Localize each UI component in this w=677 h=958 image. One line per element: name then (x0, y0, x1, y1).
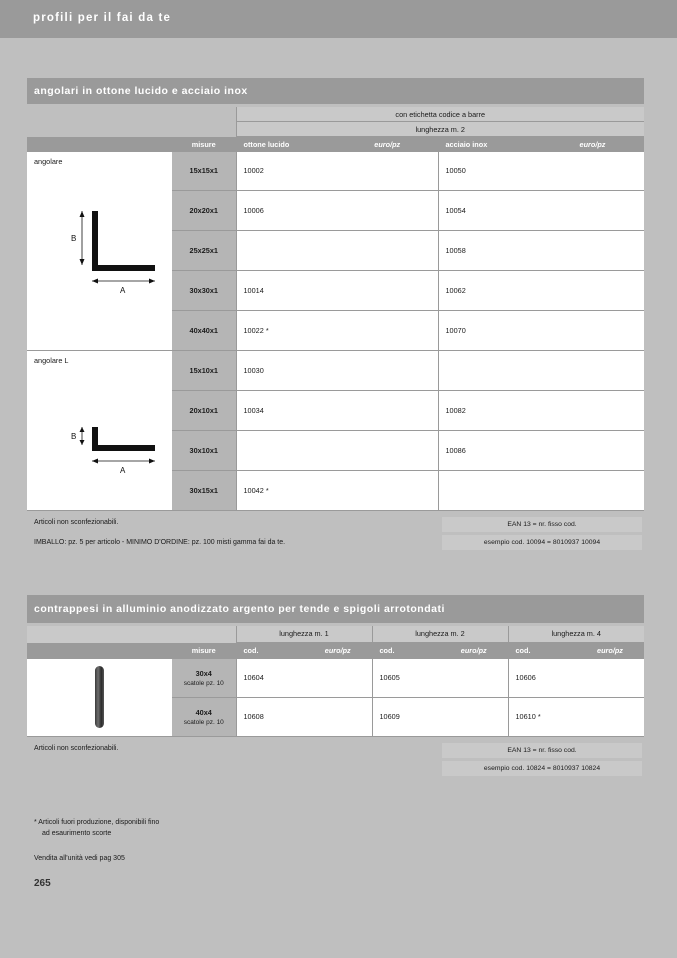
col-euro-4: euro/pz (576, 643, 644, 659)
cell-misure: 30x15x1 (172, 470, 236, 510)
cell-misure-sub: scatole pz. 10 (183, 718, 224, 726)
cell-ottone: 10006 (236, 190, 337, 230)
section-title-angolari (27, 78, 644, 104)
page-title: profili per il fai da te (33, 12, 172, 24)
cell-cod-4: 10606 (508, 659, 576, 698)
section2-title-text: contrappesi in alluminio anodizzato argento per tende e spigoli arrotondati (34, 602, 445, 615)
contrappeso-icon (95, 666, 104, 728)
cell-euro-2 (440, 697, 508, 736)
cell-euro-4 (576, 697, 644, 736)
col-lunghezza-1: lunghezza m. 1 (236, 626, 372, 643)
cell-euro-inox (541, 310, 644, 350)
note-non-sconfezionabili-2: Articoli non sconfezionabili. (34, 744, 119, 752)
cell-cod-4: 10610 * (508, 697, 576, 736)
cell-misure: 20x10x1 (172, 390, 236, 430)
cell-euro-4 (576, 659, 644, 698)
col-inox: acciaio inox (438, 137, 541, 152)
cell-cod-2: 10605 (372, 659, 440, 698)
col-lunghezza-4: lunghezza m. 4 (508, 626, 644, 643)
cell-misure-2 (172, 659, 236, 698)
section-title-contrappesi (27, 595, 644, 623)
section1-title-text: angolari in ottone lucido e acciaio inox (34, 85, 248, 97)
cell-inox: 10086 (438, 430, 541, 470)
cell-euro-ottone (337, 310, 438, 350)
cell-ottone: 10014 (236, 270, 337, 310)
group-label-angolare-l: angolare L (34, 355, 69, 365)
cell-inox: 10062 (438, 270, 541, 310)
page-footnotes (27, 817, 644, 889)
cell-euro-ottone (337, 390, 438, 430)
angolare-diagram-icon (40, 166, 160, 296)
cell-cod-2: 10609 (372, 697, 440, 736)
cell-ottone: 10002 (236, 152, 337, 191)
cell-euro-ottone (337, 152, 438, 191)
cell-misure-sub: scatole pz. 10 (183, 679, 224, 687)
cell-misure: 20x20x1 (172, 190, 236, 230)
cell-inox: 10070 (438, 310, 541, 350)
cell-cod-1: 10608 (236, 697, 304, 736)
cell-euro-inox (541, 470, 644, 510)
table-header-row (27, 626, 644, 643)
cell-inox (438, 470, 541, 510)
cell-euro-inox (541, 390, 644, 430)
col-euro-inox: euro/pz (541, 137, 644, 152)
group-angolare-cell (27, 152, 172, 351)
cell-ottone: 10022 * (236, 310, 337, 350)
cell-ottone (236, 230, 337, 270)
group-label-angolare: angolare (34, 156, 63, 166)
cell-euro-inox (541, 430, 644, 470)
cell-euro-inox (541, 350, 644, 390)
cell-inox (438, 350, 541, 390)
table-header-row (27, 137, 644, 152)
cell-euro-inox (541, 190, 644, 230)
footnote-line2: ad esaurimento scorte (42, 829, 112, 837)
contrappeso-image-cell (27, 659, 172, 737)
table-angolari (27, 107, 644, 511)
cell-misure: 40x40x1 (172, 310, 236, 350)
table-row (27, 122, 644, 137)
section1-notes (27, 519, 644, 567)
cell-ottone: 10042 * (236, 470, 337, 510)
table-row (27, 107, 644, 122)
footnote-line1: * Articoli fuori produzione, disponibili fino (34, 818, 160, 826)
table-row (27, 659, 644, 698)
cell-euro-ottone (337, 270, 438, 310)
page-header (0, 0, 677, 38)
svg-text:A: A (119, 285, 125, 295)
cell-euro-inox (541, 270, 644, 310)
section2-notes (27, 745, 644, 785)
svg-text:A: A (119, 465, 125, 475)
cell-euro-1 (304, 659, 372, 698)
note-non-sconfezionabili: Articoli non sconfezionabili. (34, 518, 119, 526)
angolare-l-diagram-icon (40, 365, 160, 475)
cell-misure: 15x15x1 (172, 152, 236, 191)
cell-ottone: 10030 (236, 350, 337, 390)
col-misure-2: misure (172, 643, 236, 659)
col-euro-2: euro/pz (440, 643, 508, 659)
cell-misure-value: 30x4 (195, 668, 212, 678)
col-cod-1: cod. (236, 643, 304, 659)
cell-euro-inox (541, 230, 644, 270)
cell-misure: 15x10x1 (172, 350, 236, 390)
cell-misure: 30x30x1 (172, 270, 236, 310)
cell-euro-1 (304, 697, 372, 736)
svg-text:B: B (70, 233, 76, 243)
table-row (27, 350, 644, 390)
table-header-row (27, 643, 644, 659)
col-ottone: ottone lucido (236, 137, 337, 152)
ean-box2-line1: EAN 13 = nr. fisso cod. (442, 743, 642, 758)
header-length-label: lunghezza m. 2 (236, 122, 644, 137)
cell-euro-inox (541, 152, 644, 191)
cell-misure-2 (172, 697, 236, 736)
cell-misure-value: 40x4 (195, 707, 212, 717)
svg-text:B: B (70, 431, 76, 441)
table-row (27, 152, 644, 191)
page-number: 265 (34, 877, 51, 889)
cell-euro-2 (440, 659, 508, 698)
col-cod-4: cod. (508, 643, 576, 659)
table-contrappesi (27, 626, 644, 737)
cell-ottone (236, 430, 337, 470)
cell-inox: 10082 (438, 390, 541, 430)
cell-inox: 10054 (438, 190, 541, 230)
cell-inox: 10050 (438, 152, 541, 191)
group-angolare-l-cell (27, 350, 172, 510)
col-cod-2: cod. (372, 643, 440, 659)
ean-box-line1: EAN 13 = nr. fisso cod. (442, 517, 642, 532)
col-lunghezza-2: lunghezza m. 2 (372, 626, 508, 643)
page-content (27, 78, 644, 889)
cell-euro-ottone (337, 190, 438, 230)
ean-box-line2: esempio cod. 10094 = 8010937 10094 (442, 535, 642, 550)
cell-misure: 25x25x1 (172, 230, 236, 270)
ean-box2-line2: esempio cod. 10824 = 8010937 10824 (442, 761, 642, 776)
cell-euro-ottone (337, 470, 438, 510)
note-imballo: IMBALLO: pz. 5 per articolo - MINIMO D'ORDINE: pz. 100 misti gamma fai da te. (34, 538, 286, 546)
cell-euro-ottone (337, 430, 438, 470)
cell-misure: 30x10x1 (172, 430, 236, 470)
cell-ottone: 10034 (236, 390, 337, 430)
col-misure: misure (172, 137, 236, 152)
col-euro-1: euro/pz (304, 643, 372, 659)
cell-cod-1: 10604 (236, 659, 304, 698)
header-barcode-label: con etichetta codice a barre (236, 107, 644, 122)
cell-euro-ottone (337, 230, 438, 270)
cell-inox: 10058 (438, 230, 541, 270)
cell-euro-ottone (337, 350, 438, 390)
col-euro-ottone: euro/pz (337, 137, 438, 152)
footnote-line3: Vendita all'unità vedi pag 305 (34, 854, 125, 862)
